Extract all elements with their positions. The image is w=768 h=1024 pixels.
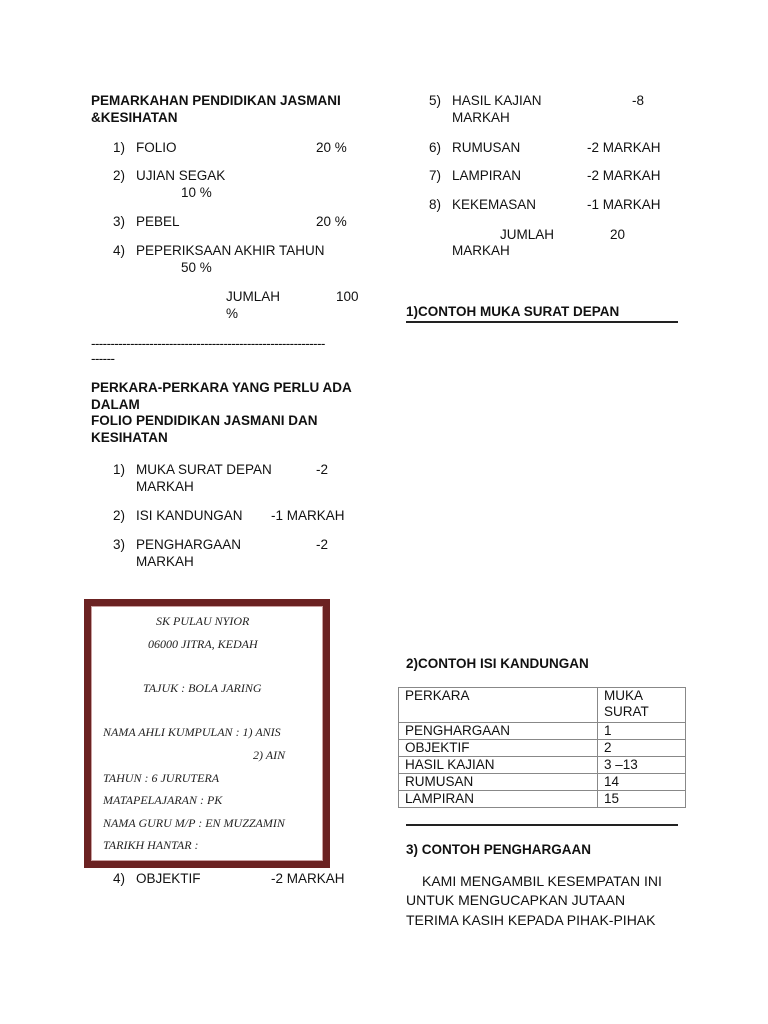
item-label: UJIAN SEGAK <box>136 168 226 183</box>
item-number: 8) <box>429 197 442 212</box>
item-label: ISI KANDUNGAN <box>136 508 243 523</box>
cover-address: 06000 JITRA, KEDAH <box>148 637 258 651</box>
table-cell: RUMUSAN <box>399 774 598 791</box>
item-number: 1) <box>113 140 126 155</box>
folio-total-label: JUMLAH <box>500 227 555 242</box>
item-label: PEPERIKSAAN AKHIR TAHUN <box>136 243 325 258</box>
table-cell: PENGHARGAAN <box>399 723 598 740</box>
table-row <box>399 791 686 808</box>
table-header-row <box>399 688 686 723</box>
scoring-total-value: 100 <box>336 289 359 304</box>
item-number: 3) <box>113 214 126 229</box>
section-heading-penghargaan: 3) CONTOH PENGHARGAAN <box>406 842 592 857</box>
table-cell: 15 <box>598 791 686 808</box>
cover-year: TAHUN : 6 JURUTERA <box>103 771 220 785</box>
scoring-total-label: JUMLAH <box>226 289 281 304</box>
table-header-cell: PERKARA <box>399 688 598 723</box>
item-label: LAMPIRAN <box>452 168 522 183</box>
section-heading-isi-kandungan: 2)CONTOH ISI KANDUNGAN <box>406 656 589 671</box>
table-cell: 2 <box>598 740 686 757</box>
item-number: 3) <box>113 537 126 552</box>
item-value: -2 MARKAH <box>271 871 345 886</box>
cover-title: TAJUK : BOLA JARING <box>143 681 262 695</box>
cover-date: TARIKH HANTAR : <box>103 838 199 852</box>
cover-teacher: NAMA GURU M/P : EN MUZZAMIN <box>103 816 285 830</box>
item-number: 4) <box>113 871 126 886</box>
item-suffix: MARKAH <box>136 479 194 494</box>
cover-page-sample <box>84 599 330 868</box>
cover-members-2: 2) AIN <box>253 748 286 762</box>
item-label: PENGHARGAAN <box>136 537 242 552</box>
item-label: RUMUSAN <box>452 140 521 155</box>
paragraph-line1: KAMI MENGAMBIL KESEMPATAN INI <box>422 873 662 889</box>
heading-perkara-line3: FOLIO PENDIDIKAN JASMANI DAN <box>91 413 318 428</box>
divider-dashes-line1: ------------------------------------------------------------ <box>91 336 325 351</box>
item-label: OBJEKTIF <box>136 871 201 886</box>
table-cell: LAMPIRAN <box>399 791 598 808</box>
table-header-cell: MUKA SURAT <box>598 688 686 723</box>
heading-perkara-line1: PERKARA-PERKARA YANG PERLU ADA <box>91 380 352 395</box>
cover-subject: MATAPELAJARAN : PK <box>103 793 223 807</box>
heading-scoring-line2: &KESIHATAN <box>91 110 178 125</box>
item-label: HASIL KAJIAN <box>452 93 542 108</box>
section-divider <box>406 824 678 826</box>
item-value: -1 MARKAH <box>271 508 345 523</box>
item-value: -2 <box>316 462 329 477</box>
scoring-total-unit: % <box>226 306 239 321</box>
item-label: PEBEL <box>136 214 180 229</box>
item-suffix: MARKAH <box>136 554 194 569</box>
folio-total-suffix: MARKAH <box>452 243 510 258</box>
item-label: FOLIO <box>136 140 177 155</box>
item-label: KEKEMASAN <box>452 197 537 212</box>
table-cell: OBJEKTIF <box>399 740 598 757</box>
heading-perkara-line2: DALAM <box>91 397 140 412</box>
table-cell: HASIL KAJIAN <box>399 757 598 774</box>
item-number: 2) <box>113 168 126 183</box>
table-row <box>399 723 686 740</box>
item-label: MUKA SURAT DEPAN <box>136 462 272 477</box>
paragraph-line2: UNTUK MENGUCAPKAN JUTAAN <box>406 892 626 908</box>
item-number: 6) <box>429 140 442 155</box>
item-value: -2 <box>316 537 329 552</box>
cover-school: SK PULAU NYIOR <box>156 614 250 628</box>
cover-members-1: NAMA AHLI KUMPULAN : 1) ANIS <box>103 725 281 739</box>
item-number: 7) <box>429 168 442 183</box>
table-cell: 3 –13 <box>598 757 686 774</box>
item-number: 2) <box>113 508 126 523</box>
item-value: 50 % <box>181 260 212 275</box>
item-value: 20 % <box>316 140 347 155</box>
divider-dashes-line2: ------ <box>91 351 115 366</box>
item-number: 1) <box>113 462 126 477</box>
paragraph-line3: TERIMA KASIH KEPADA PIHAK-PIHAK <box>406 912 656 928</box>
section-underline <box>406 321 678 323</box>
item-value: 10 % <box>181 185 212 200</box>
table-cell: 14 <box>598 774 686 791</box>
table-cell: 1 <box>598 723 686 740</box>
cover-page-inner <box>91 606 323 861</box>
section-heading-muka-surat: 1)CONTOH MUKA SURAT DEPAN <box>406 304 620 319</box>
item-value: -8 <box>632 93 645 108</box>
table-row <box>399 774 686 791</box>
item-suffix: MARKAH <box>452 110 510 125</box>
item-value: -2 MARKAH <box>587 140 661 155</box>
contents-table <box>398 687 686 808</box>
heading-scoring-line1: PEMARKAHAN PENDIDIKAN JASMANI <box>91 93 341 108</box>
heading-perkara-line4: KESIHATAN <box>91 430 168 445</box>
item-value: -2 MARKAH <box>587 168 661 183</box>
item-number: 5) <box>429 93 442 108</box>
item-value: -1 MARKAH <box>587 197 661 212</box>
table-row <box>399 740 686 757</box>
table-row <box>399 757 686 774</box>
folio-total-value: 20 <box>610 227 626 242</box>
item-number: 4) <box>113 243 126 258</box>
item-value: 20 % <box>316 214 347 229</box>
